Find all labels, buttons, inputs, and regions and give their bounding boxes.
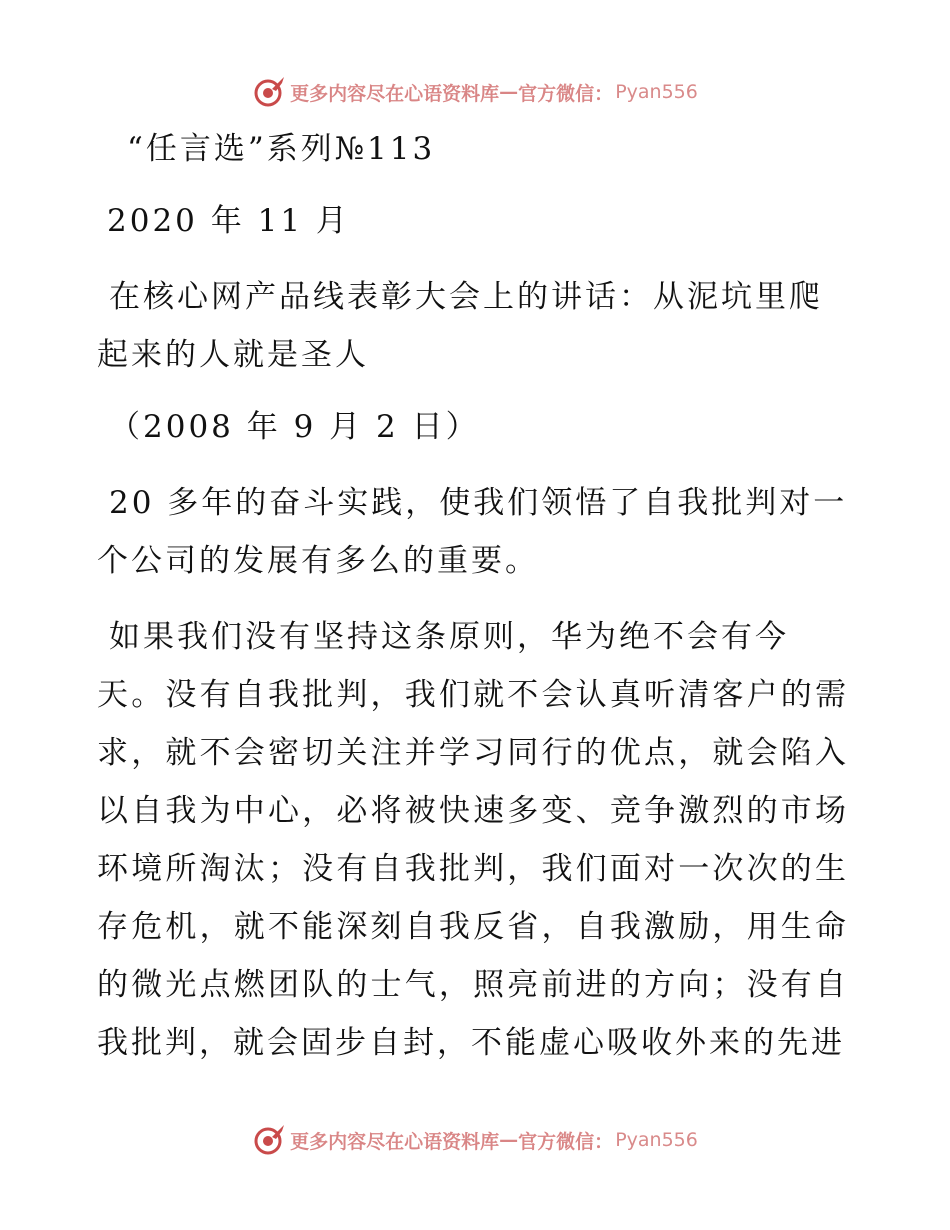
quill-logo-icon bbox=[252, 75, 286, 109]
quill-logo-icon bbox=[252, 1123, 286, 1157]
paragraph-2-body: 天。没有自我批判，我们就不会认真听清客户的需求，就不会密切关注并学习同行的优点，就会陷入以自我为中心，必将被快速多变、竞争激烈的市场环境所淘汰；没有自我批判，我们面对一次次的生存危机，就不能深刻自我反省，自我激励，用生命的微光点燃团队的士气，照亮前进的方向；没有自我批判，就会固步自封，不能虚心吸收外来的先进 bbox=[97, 677, 849, 1061]
header-watermark bbox=[0, 72, 950, 112]
watermark-main-text: 更多内容尽在心语资料库 bbox=[290, 1130, 500, 1153]
speech-title-line-1: 在核心网产品线表彰大会上的讲话：从泥坑里爬 bbox=[109, 279, 823, 315]
watermark-wechat-id: Pyan556 bbox=[615, 1129, 698, 1151]
watermark-wechat-label: 官方微信： bbox=[518, 82, 614, 105]
watermark-separator: — bbox=[499, 1129, 519, 1151]
series-label: “任言选”系列№113 bbox=[127, 131, 436, 167]
watermark-main-text: 更多内容尽在心语资料库 bbox=[290, 82, 500, 105]
speech-date: （2008 年 9 月 2 日） bbox=[109, 409, 480, 445]
watermark-wechat-label: 官方微信： bbox=[518, 1130, 614, 1153]
speech-title-line-2: 起来的人就是圣人 bbox=[97, 337, 369, 373]
paragraph-1-line-1: 20 多年的奋斗实践，使我们领悟了自我批判对一 bbox=[109, 485, 848, 521]
watermark-wechat-id: Pyan556 bbox=[615, 81, 698, 103]
watermark-separator: — bbox=[499, 81, 519, 103]
document-date: 2020 年 11 月 bbox=[107, 203, 350, 239]
paragraph-2-line-1: 如果我们没有坚持这条原则，华为绝不会有今 bbox=[109, 619, 789, 655]
footer-watermark bbox=[0, 1120, 950, 1160]
paragraph-1-line-2: 个公司的发展有多么的重要。 bbox=[97, 543, 539, 579]
